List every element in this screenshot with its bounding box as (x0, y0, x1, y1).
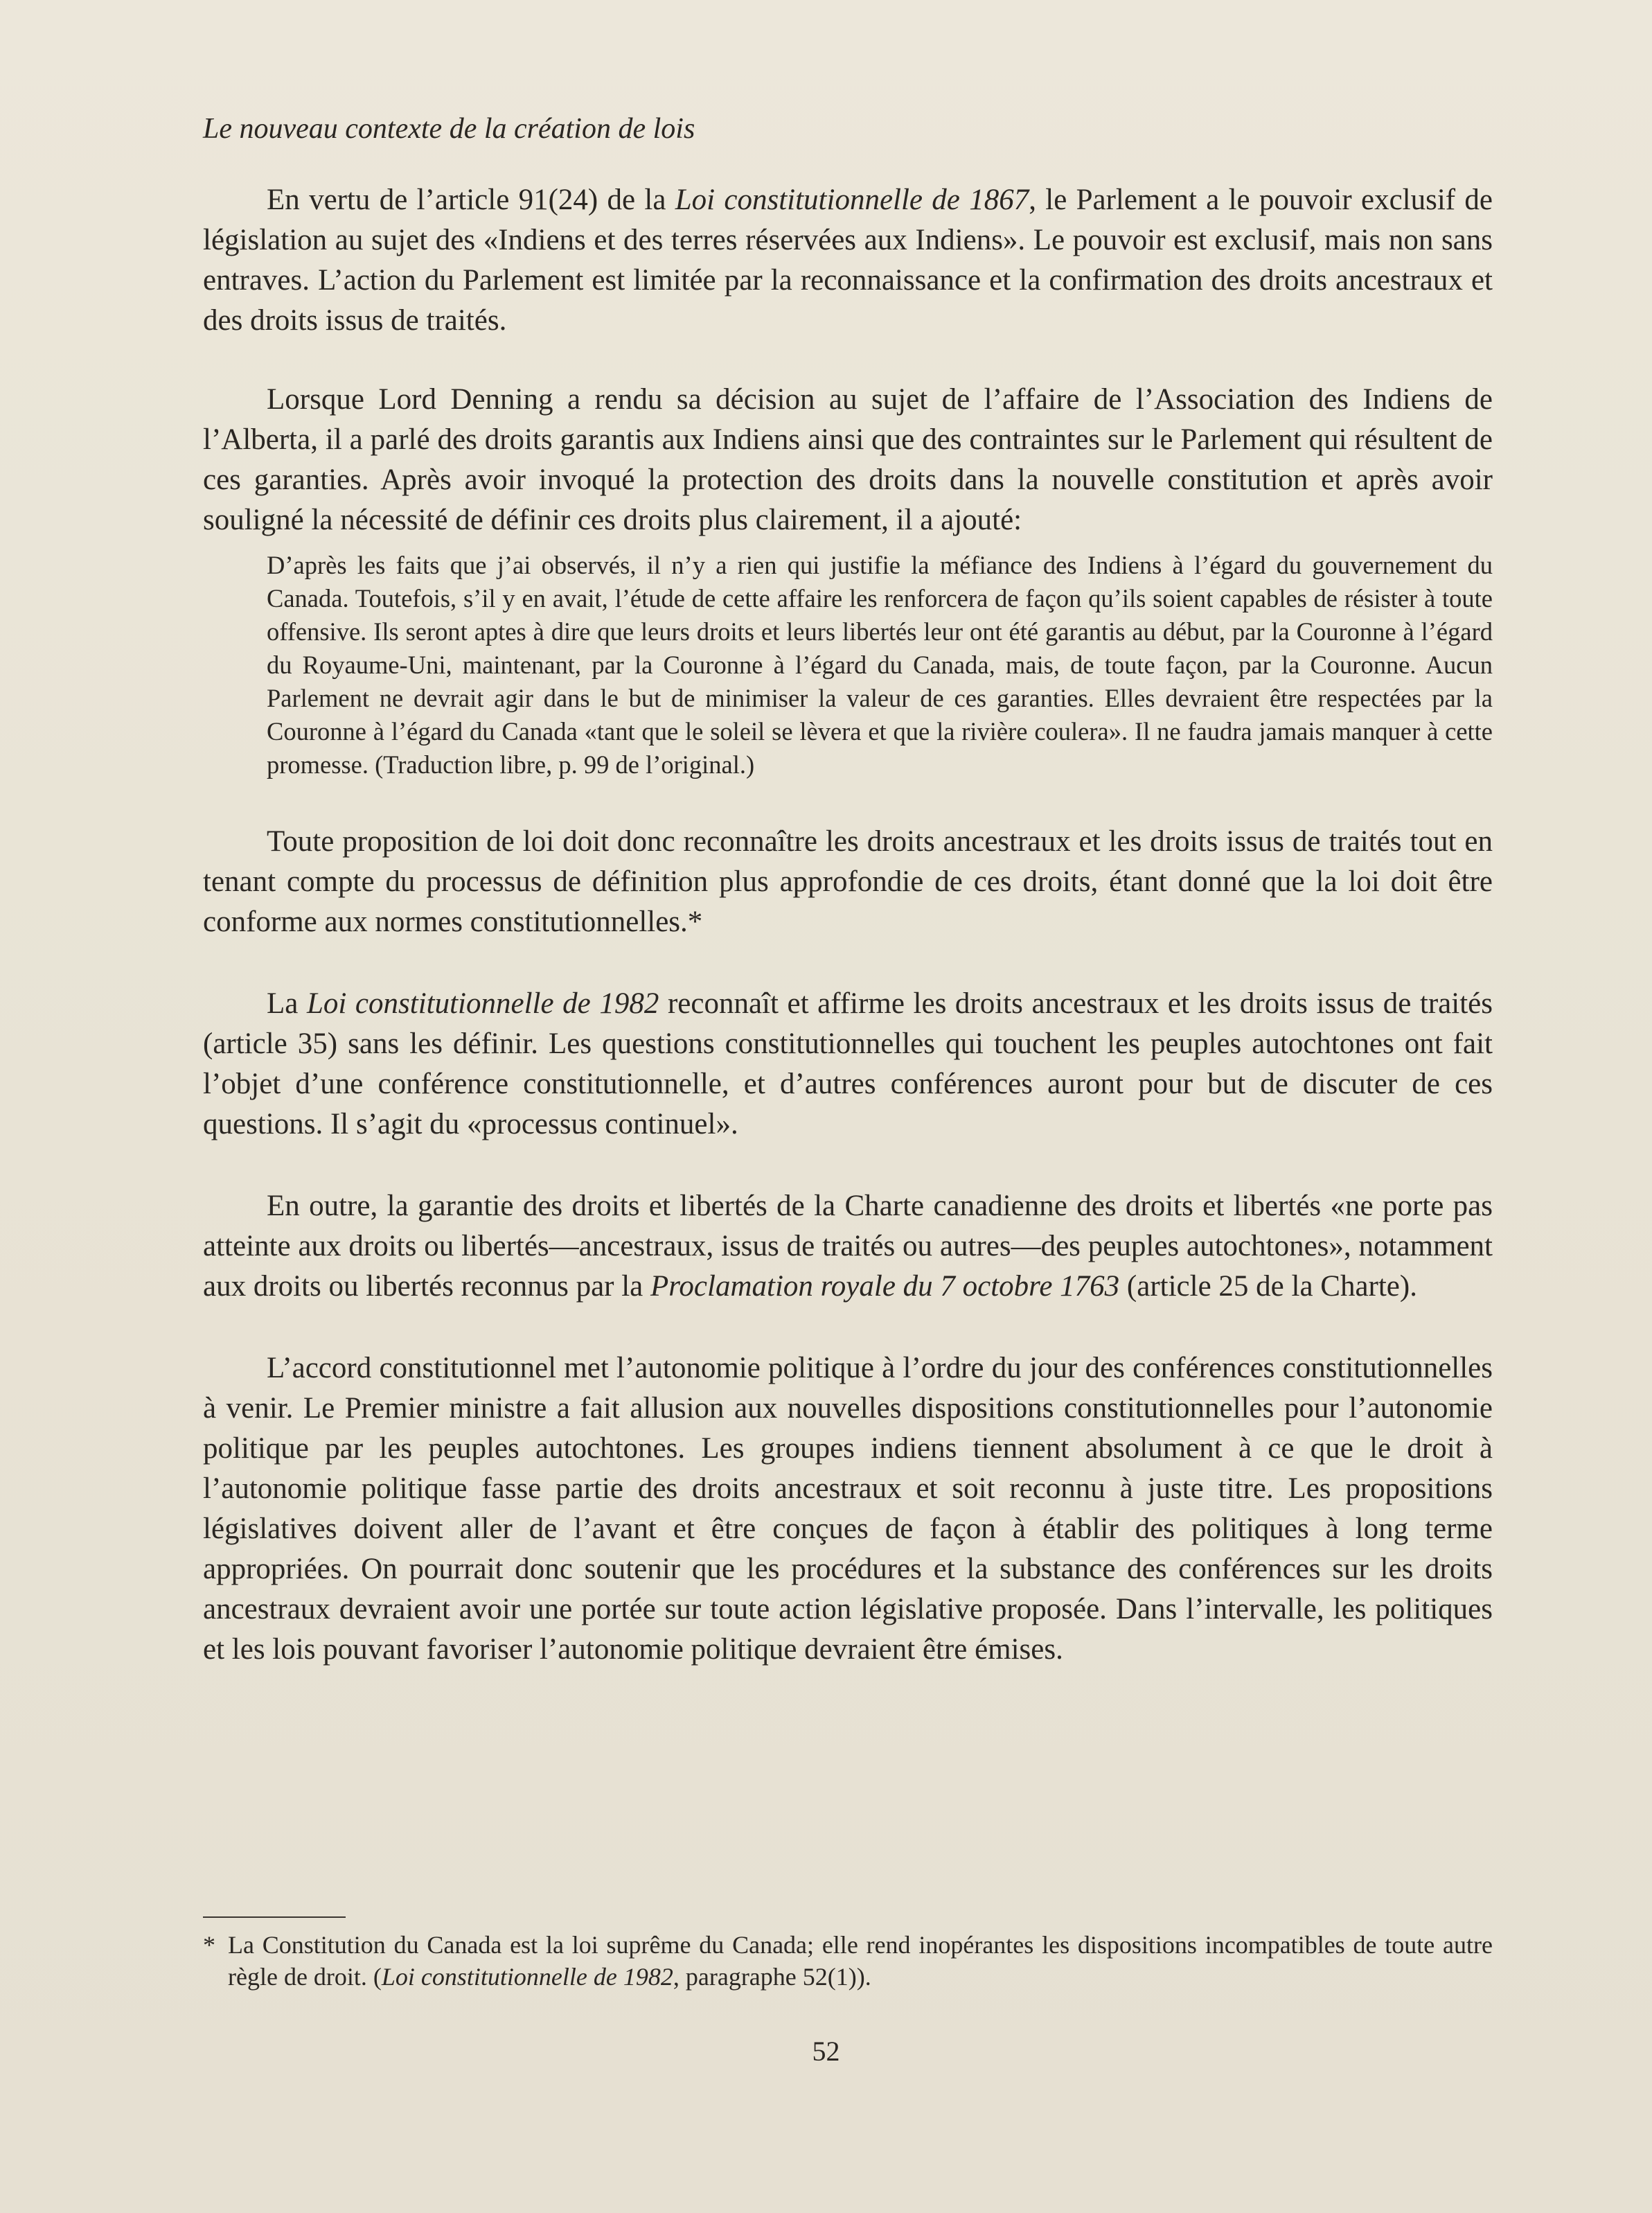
paragraph-4-text-c: reconnaît et affirme les droits ancestraux et les droits issus de traités (article 35) sans les définir. Les questions constitutionnelles qui touchent les peuples autochtones ont fait l’objet d’une conférence constitutionnelle, et d’autres conférences auront pour but de discuter de ces questions. Il s’agit du «processus continuel». (203, 987, 1493, 1140)
main-text (203, 109, 1493, 1711)
paragraph-5 (203, 1186, 1493, 1307)
paragraph-2: Lorsque Lord Denning a rendu sa décision au sujet de l’affaire de l’Association des Indiens de l’Alberta, il a parlé des droits garantis aux Indiens ainsi que des contraintes sur le Parlement qui résultent de ces garanties. Après avoir invoqué la protection des droits dans la nouvelle constitution et après avoir souligné la nécessité de définir ces droits plus clairement, il a ajouté: (203, 383, 1493, 536)
footnote-marker: * (203, 1931, 215, 1959)
footnote (203, 1929, 1493, 1993)
footnote-divider (203, 1916, 346, 1918)
paragraph-5-text-a: En outre, la garantie des droits et libertés de la Charte canadienne des droits et libertés «ne porte pas atteinte aux droits ou libertés—ancestraux, issus de traités ou autres—des peuples autochtones», notamment aux droits ou libertés reconnus par la (203, 1190, 1493, 1303)
footnote-body (228, 1929, 1493, 1993)
paragraph-3: Toute proposition de loi doit donc reconnaître les droits ancestraux et les droits issus de traités tout en tenant compte du processus de définition plus approfondie de ces droits, étant donné que la loi doit être conforme aux normes constitutionnelles.* (203, 825, 1493, 938)
footnote-act-title: Loi constitutionnelle de 1982 (381, 1963, 673, 1991)
page-number: 52 (812, 2036, 840, 2067)
paragraph-1-text-a: En vertu de l’article 91(24) de la (267, 184, 675, 216)
paragraph-4 (203, 984, 1493, 1145)
paragraph-1-text-c: , le Parlement a le pouvoir exclusif de législation au sujet des «Indiens et des terres réservées aux Indiens». Le pouvoir est exclusif, mais non sans entraves. L’action du Parlement est limitée par la reconnaissance et la confirmation des droits ancestraux et des droits issus de traités. (203, 184, 1493, 337)
block-quote: D’après les faits que j’ai observés, il n’y a rien qui justifie la méfiance des Indiens à l’égard du gouvernement du Canada. Toutefois, s’il y en avait, l’étude de cette affaire les renforcera de façon qu’ils soient capables de résister à toute offensive. Ils seront aptes à dire que leurs droits et leurs libertés leur ont été garantis au début, par la Couronne à l’égard du Royaume-Uni, maintenant, par la Couronne à l’égard du Canada, mais, de toute façon, par la Couronne. Aucun Parlement ne devrait agir dans le but de minimiser la valeur de ces garanties. Elles devraient être respectées par la Couronne à l’égard du Canada «tant que le soleil se lèvera et que la rivière coulera». Il ne faudra jamais manquer à cette promesse. (Traduction libre, p. 99 de l’original.) (267, 551, 1493, 779)
footnote-text-a: La Constitution du Canada est la loi suprême du Canada; elle rend inopérantes les dispositions incompatibles de toute autre règle de droit. ( (228, 1931, 1493, 1991)
paragraph-6: L’accord constitutionnel met l’autonomie politique à l’ordre du jour des conférences constitutionnelles à venir. Le Premier ministre a fait allusion aux nouvelles dispositions constitutionnelles pour l’autonomie politique par les peuples autochtones. Les groupes indiens tiennent absolument à ce que le droit à l’autonomie politique fasse partie des droits ancestraux et soit reconnu à juste titre. Les propositions législatives doivent aller de l’avant et être conçues de façon à établir des politiques à long terme appropriées. On pourrait donc soutenir que les procédures et la substance des conférences sur les droits ancestraux devraient avoir une portée sur toute action législative proposée. Dans l’intervalle, les politiques et les lois pouvant favoriser l’autonomie politique devraient être émises. (203, 1352, 1493, 1666)
paragraph-5-text-c: (article 25 de la Charte). (1119, 1270, 1417, 1303)
paragraph-1-act-title: Loi constitutionnelle de 1867 (675, 184, 1029, 216)
paragraph-4-act-title: Loi constitutionnelle de 1982 (306, 987, 659, 1020)
paragraph-4-text-a: La (267, 987, 307, 1020)
paragraph-1 (203, 180, 1493, 341)
paragraph-5-proclamation-title: Proclamation royale du 7 octobre 1763 (650, 1270, 1120, 1303)
footnote-text-c: , paragraphe 52(1)). (673, 1963, 871, 1991)
section-title: Le nouveau contexte de la création de lois (203, 113, 695, 145)
